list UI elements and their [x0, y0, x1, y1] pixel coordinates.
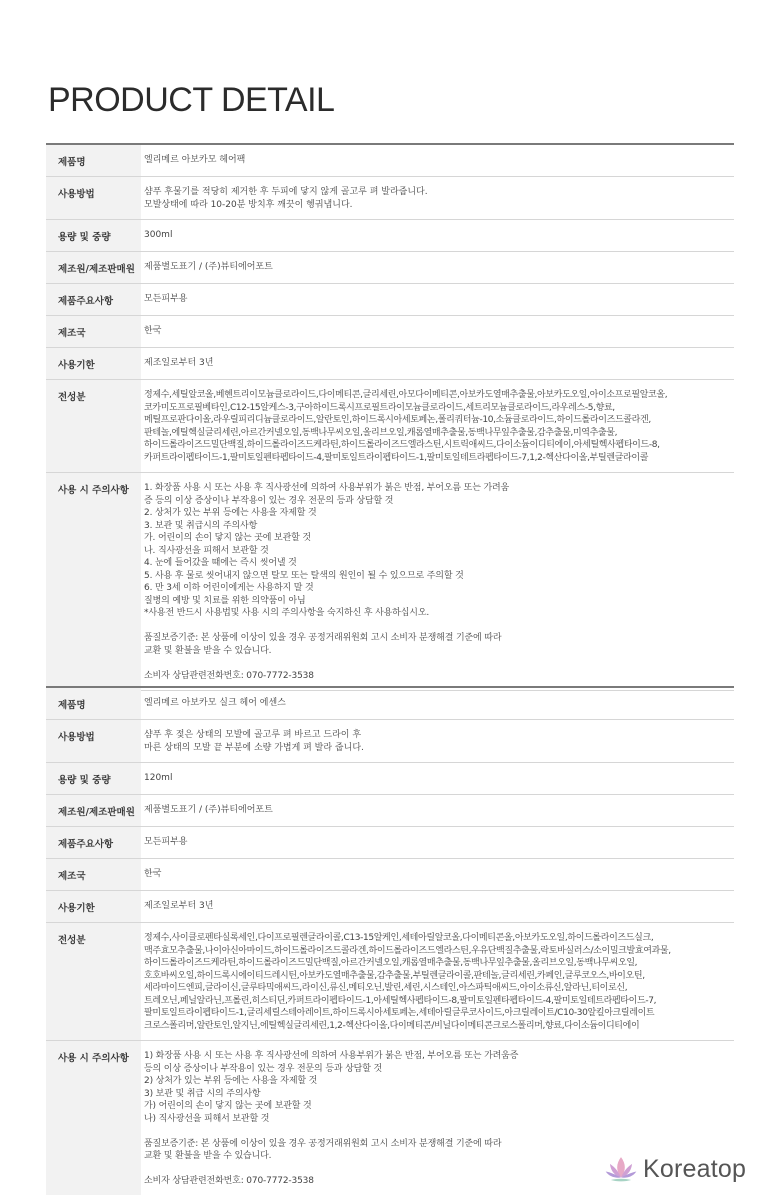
- spec-value: 모든피부용: [144, 837, 188, 847]
- spec-value: 정제수,세틸알코올,베헨트리이모늄클로라이드,다이메티콘,글리세린,아모다이메티콘,아보카도열매추출물,아보카도오일,아이소프로필알코올, 코카미도프로필베타인,C12-15알케스-3,구아하이드록시프로필트라이모늄클로라이드,세트리모늄클로라이드,라우레스-5,향료, 메틸프로판다이올,라우릴피리디늄클로라이드,알란토인,하이드록시아세토페논,폴리쿼터늄-10,소듐클로라이드,하이드롤라이즈드콜라겐, 판테놀,에틸헥실글리세린,아르간커넬오일,동백나무씨오일,올리브오일,캐롭열매추출물,동백나무잎추출물,감추출물,미역추출물, 하이드롤라이즈드밀단백질,하이드롤라이즈드케라틴,하이드롤라이즈드엘라스틴,시트릭애씨드,다이소듐이디티에이,아세틸헥사펩타이드-8, 카퍼트라이펩타이드-1,팔미토일펜타펩타이드-4,팔미토일트라이펩타이드-1,팔미토일테트라펩타이드-7,1,2-헥산다이올,부틸렌글라이콜: [144, 390, 668, 463]
- spec-label: 사용기한: [46, 891, 141, 923]
- spec-label: 전성분: [46, 380, 141, 473]
- spec-row: [46, 687, 734, 720]
- spec-value: 1. 화장품 사용 시 또는 사용 후 직사광선에 의하여 사용부위가 붉은 반점, 부어오름 또는 가려움 증 등의 이상 증상이나 부작용이 있는 경우 전문의 등과 상담할 것 2. 상처가 있는 부위 등에는 사용을 자제할 것 3. 보관 및 취급시의 주의사항 가. 어린이의 손이 닿지 않는 곳에 보관할 것 나. 직사광선을 피해서 보관할 것 4. 눈에 들어갔을 때에는 즉시 씻어낼 것 5. 사용 후 물로 씻어내지 않으면 탈모 또는 탈색의 원인이 될 수 있으므로 주의할 것 6. 만 3세 이하 어린이에게는 사용하지 말 것 질병의 예방 및 치료를 위한 의약품이 아님 *사용전 반드시 사용법및 사용 시의 주의사항을 숙지하신 후 사용하십시오. 품질보증기준: 본 상품에 이상이 있을 경우 공정거래위원회 고시 소비자 분쟁해결 기준에 따라 교환 및 환불을 받을 수 있습니다. 소비자 상담관련전화번호: 070-7772-3538: [144, 483, 510, 681]
- spec-row: [46, 891, 734, 923]
- spec-value: 한국: [144, 326, 162, 336]
- spec-row: [46, 473, 734, 691]
- spec-label: 제조국: [46, 859, 141, 891]
- spec-value: 300ml: [144, 230, 173, 240]
- koreatop-logo: [604, 1152, 746, 1186]
- spec-value: 정제수,사이클로펜타실록세인,다이프로필렌글라이콜,C13-15알케인,세테아릴알코올,다이메티콘올,아보카도오일,하이드롤라이즈드실크, 맥주효모추출물,나이아신아마이드,하이드롤라이즈드콜라겐,하이드롤라이즈드엘라스틴,우유단백질추출물,락토바실러스/소이밀크발효여과물, 하이드롤라이즈드케라틴,하이드롤라이즈드밀단백질,아르간커넬오일,캐롭열매추출물,동백나무잎추출물,올리브오일,동백나무씨오일, 호호바씨오일,하이드록시에이티드레시틴,아보카도열매추출물,감추출물,부틸렌글라이콜,판테놀,글리세린,카페인,글루코오스,바이오틴, 세라마이드엔피,글라이신,글루타믹애씨드,라이신,류신,메티오닌,발린,세린,시스테인,아스파틱애씨드,아이소류신,알라닌,티이로신, 트레오닌,페닐알라닌,프롤린,히스티딘,카퍼트라이펩타이드-1,아세틸헥사펩타이드-8,팔미토일펜타펩타이드-4,팔미토일테트라펩타이드-7, 팔미토일트라이펩타이드-1,글리세릴스테아레이트,하이드록시아세토페논,세테아릴글루코사이드,아크릴레이트/C10-30알킬아크릴레이트 크로스폴리머,알란토인,알지닌,에틸헥실글리세린,1,2-헥산다이올,다이메티콘/비닐다이메티콘크로스폴리머,향료,다이소듐이디티에이: [144, 933, 671, 1031]
- spec-value: 1) 화장품 사용 시 또는 사용 후 직사광선에 의하여 사용부위가 붉은 반점, 부어오름 또는 가려움증 등의 이상 증상이나 부작용이 있는 경우 전문의 등과 상담할 것 2) 상처가 있는 부위 등에는 사용을 자제할 것 3) 보관 및 취급 시의 주의사항 가) 어린이의 손이 닿지 않는 곳에 보관할 것 나) 직사광선을 피해서 보관할 것 품질보증기준: 본 상품에 이상이 있을 경우 공정거래위원회 고시 소비자 분쟁해결 기준에 따라 교환 및 환불을 받을 수 있습니다. 소비자 상담관련전화번호: 070-7772-3538: [144, 1051, 519, 1186]
- product-spec-table-2: [46, 686, 734, 1195]
- spec-value: 샴푸 후물기를 적당히 제거한 후 두피에 닿지 않게 골고루 펴 발라줍니다. 모발상태에 따라 10-20분 방치후 깨끗이 헹궈냅니다.: [144, 187, 428, 210]
- spec-row: [46, 923, 734, 1041]
- spec-label: 사용 시 주의사항: [46, 1041, 141, 1195]
- spec-row: [46, 252, 734, 284]
- spec-row: [46, 144, 734, 177]
- spec-label: 사용 시 주의사항: [46, 473, 141, 691]
- page-title: PRODUCT DETAIL: [48, 81, 335, 119]
- spec-value: 제조일로부터 3년: [144, 358, 214, 368]
- spec-label: 용량 및 중량: [46, 220, 141, 252]
- spec-label: 제품주요사항: [46, 827, 141, 859]
- spec-row: [46, 380, 734, 473]
- spec-label: 용량 및 중량: [46, 763, 141, 795]
- spec-label: 제조국: [46, 316, 141, 348]
- spec-value: 샴푸 후 젖은 상태의 모발에 골고루 펴 바르고 드라이 후 마른 상태의 모발 끝 부분에 소량 가볍게 펴 발라 줍니다.: [144, 730, 364, 753]
- spec-row: [46, 795, 734, 827]
- spec-value: 엘리메르 아보카모 실크 헤어 에센스: [144, 698, 286, 708]
- spec-row: [46, 177, 734, 220]
- spec-row: [46, 348, 734, 380]
- spec-value: 한국: [144, 869, 162, 879]
- spec-row: [46, 284, 734, 316]
- logo-text: Koreatop: [643, 1154, 747, 1183]
- spec-row: [46, 763, 734, 795]
- spec-value: 엘리메르 아보카모 헤어팩: [144, 155, 246, 165]
- lotus-icon: [604, 1152, 638, 1186]
- spec-label: 사용기한: [46, 348, 141, 380]
- spec-row: [46, 859, 734, 891]
- spec-label: 사용방법: [46, 720, 141, 763]
- product-spec-table-1: [46, 143, 734, 691]
- spec-row: [46, 827, 734, 859]
- spec-label: 제품주요사항: [46, 284, 141, 316]
- spec-value: 모든피부용: [144, 294, 188, 304]
- spec-value: 제품별도표기 / (주)뷰티에어포트: [144, 262, 273, 272]
- spec-row: [46, 316, 734, 348]
- spec-value: 제조일로부터 3년: [144, 901, 214, 911]
- spec-label: 제조원/제조판매원: [46, 252, 141, 284]
- spec-row: [46, 720, 734, 763]
- spec-label: 전성분: [46, 923, 141, 1041]
- spec-value: 120ml: [144, 773, 173, 783]
- spec-row: [46, 220, 734, 252]
- spec-label: 제품명: [46, 687, 141, 720]
- spec-value: 제품별도표기 / (주)뷰티에어포트: [144, 805, 273, 815]
- spec-label: 제품명: [46, 144, 141, 177]
- spec-label: 사용방법: [46, 177, 141, 220]
- spec-label: 제조원/제조판매원: [46, 795, 141, 827]
